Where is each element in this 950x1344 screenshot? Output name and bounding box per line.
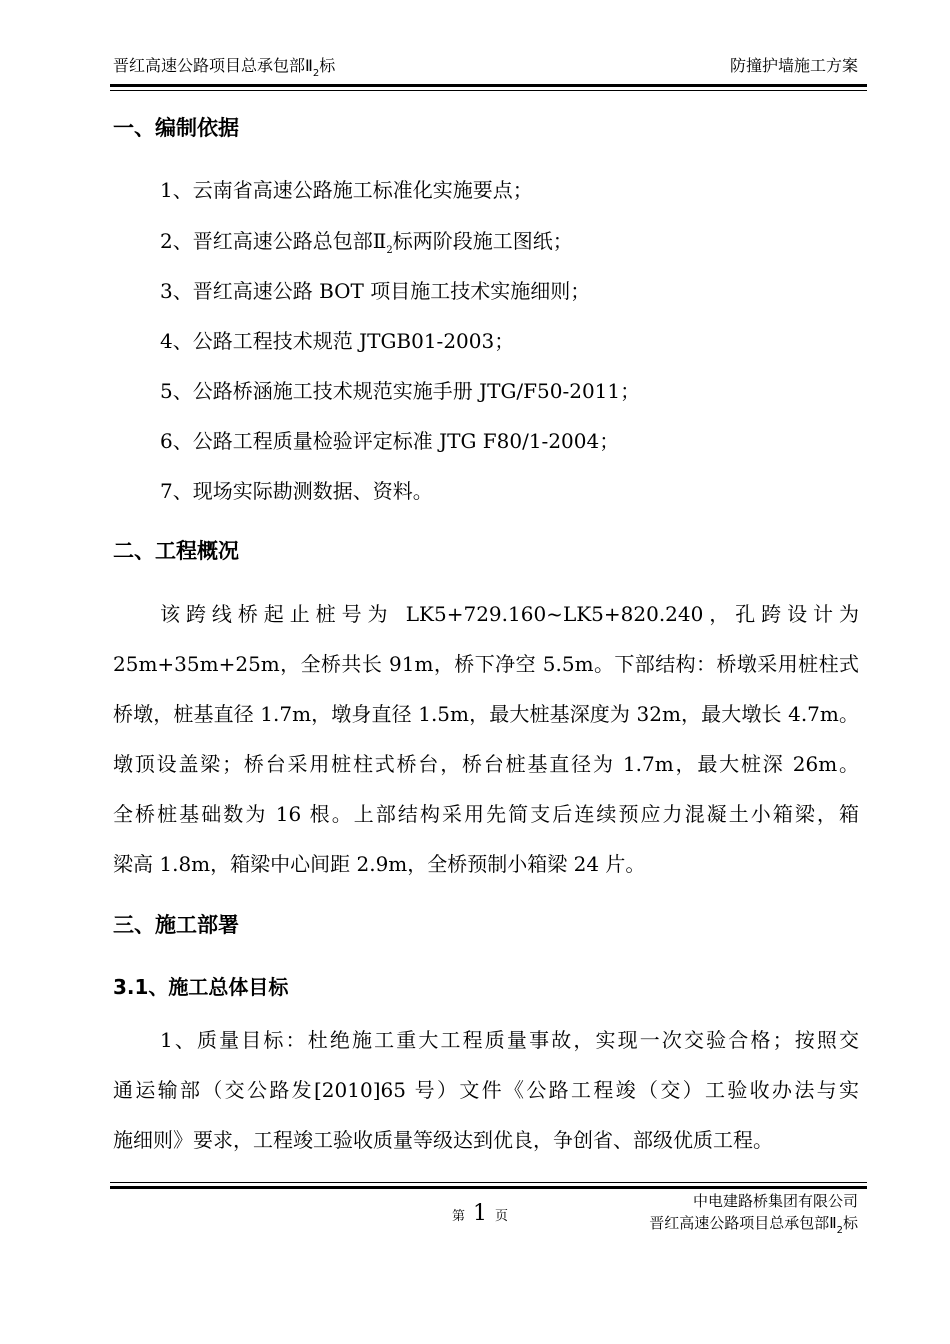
goal-line: 1、质量目标：杜绝施工重大工程质量事故，实现一次交验合格；按照交: [160, 1028, 859, 1052]
section-1-heading: 一、编制依据: [113, 116, 239, 140]
basis-item-3: 3、晋红高速公路 BOT 项目施工技术实施细则；: [160, 279, 591, 303]
overview-line: 该跨线桥起止桩号为 LK5+729.160~LK5+820.240，孔跨设计为: [160, 602, 859, 626]
basis-item-1: 1、云南省高速公路施工标准化实施要点；: [160, 178, 533, 202]
subsection-3-1-heading: 3.1、施工总体目标: [113, 975, 289, 999]
overview-line: 墩顶设盖梁；桥台采用桩柱式桥台，桥台桩基直径为 1.7m，最大桩深 26m。: [113, 752, 859, 776]
goal-line: 施细则》要求，工程竣工验收质量等级达到优良，争创省、部级优质工程。: [113, 1128, 773, 1152]
goal-line: 通运输部（交公路发[2010]65 号）文件《公路工程竣（交）工验收办法与实: [113, 1078, 859, 1102]
basis-item-4: 4、公路工程技术规范 JTGB01-2003；: [160, 329, 515, 353]
header-rule-thick: [110, 84, 867, 87]
basis-item-5: 5、公路桥涵施工技术规范实施手册 JTG/F50-2011；: [160, 379, 641, 403]
section-2-heading: 二、工程概况: [113, 539, 239, 563]
header-project-title: 晋红高速公路项目总承包部$Ⅱ_2$标: [113, 56, 336, 79]
overview-line: 25m+35m+25m，全桥共长 91m，桥下净空 5.5m。下部结构：桥墩采用桩柱式: [113, 652, 859, 676]
footer-project: 晋红高速公路项目总承包部$Ⅱ_2$标: [649, 1214, 858, 1236]
overview-line: 桥墩，桩基直径 1.7m，墩身直径 1.5m，最大桩基深度为 32m，最大墩长 4.7m。: [113, 702, 859, 726]
footer-rule-thin: [110, 1182, 867, 1183]
header-rule-thin: [110, 90, 867, 91]
page-number: 第 1 页: [452, 1201, 509, 1226]
project-overview-paragraph: [113, 589, 859, 889]
overview-line: 全桥桩基础数为 16 根。上部结构采用先简支后连续预应力混凝土小箱梁，箱: [113, 802, 859, 826]
header-document-title: 防撞护墙施工方案: [729, 56, 858, 75]
footer-rule-thick: [110, 1186, 867, 1189]
basis-item-6: 6、公路工程质量检验评定标准 JTG F80/1-2004；: [160, 429, 620, 453]
footer-company: 中电建路桥集团有限公司: [692, 1192, 858, 1210]
section-3-heading: 三、施工部署: [113, 913, 239, 937]
basis-item-7: 7、现场实际勘测数据、资料。: [160, 479, 433, 503]
overview-line: 梁高 1.8m，箱梁中心间距 2.9m，全桥预制小箱梁 24 片。: [113, 852, 646, 876]
basis-item-2: 2、晋红高速公路总包部$Ⅱ_2$标两阶段施工图纸；: [160, 229, 573, 256]
quality-goal-paragraph: [113, 1015, 859, 1165]
